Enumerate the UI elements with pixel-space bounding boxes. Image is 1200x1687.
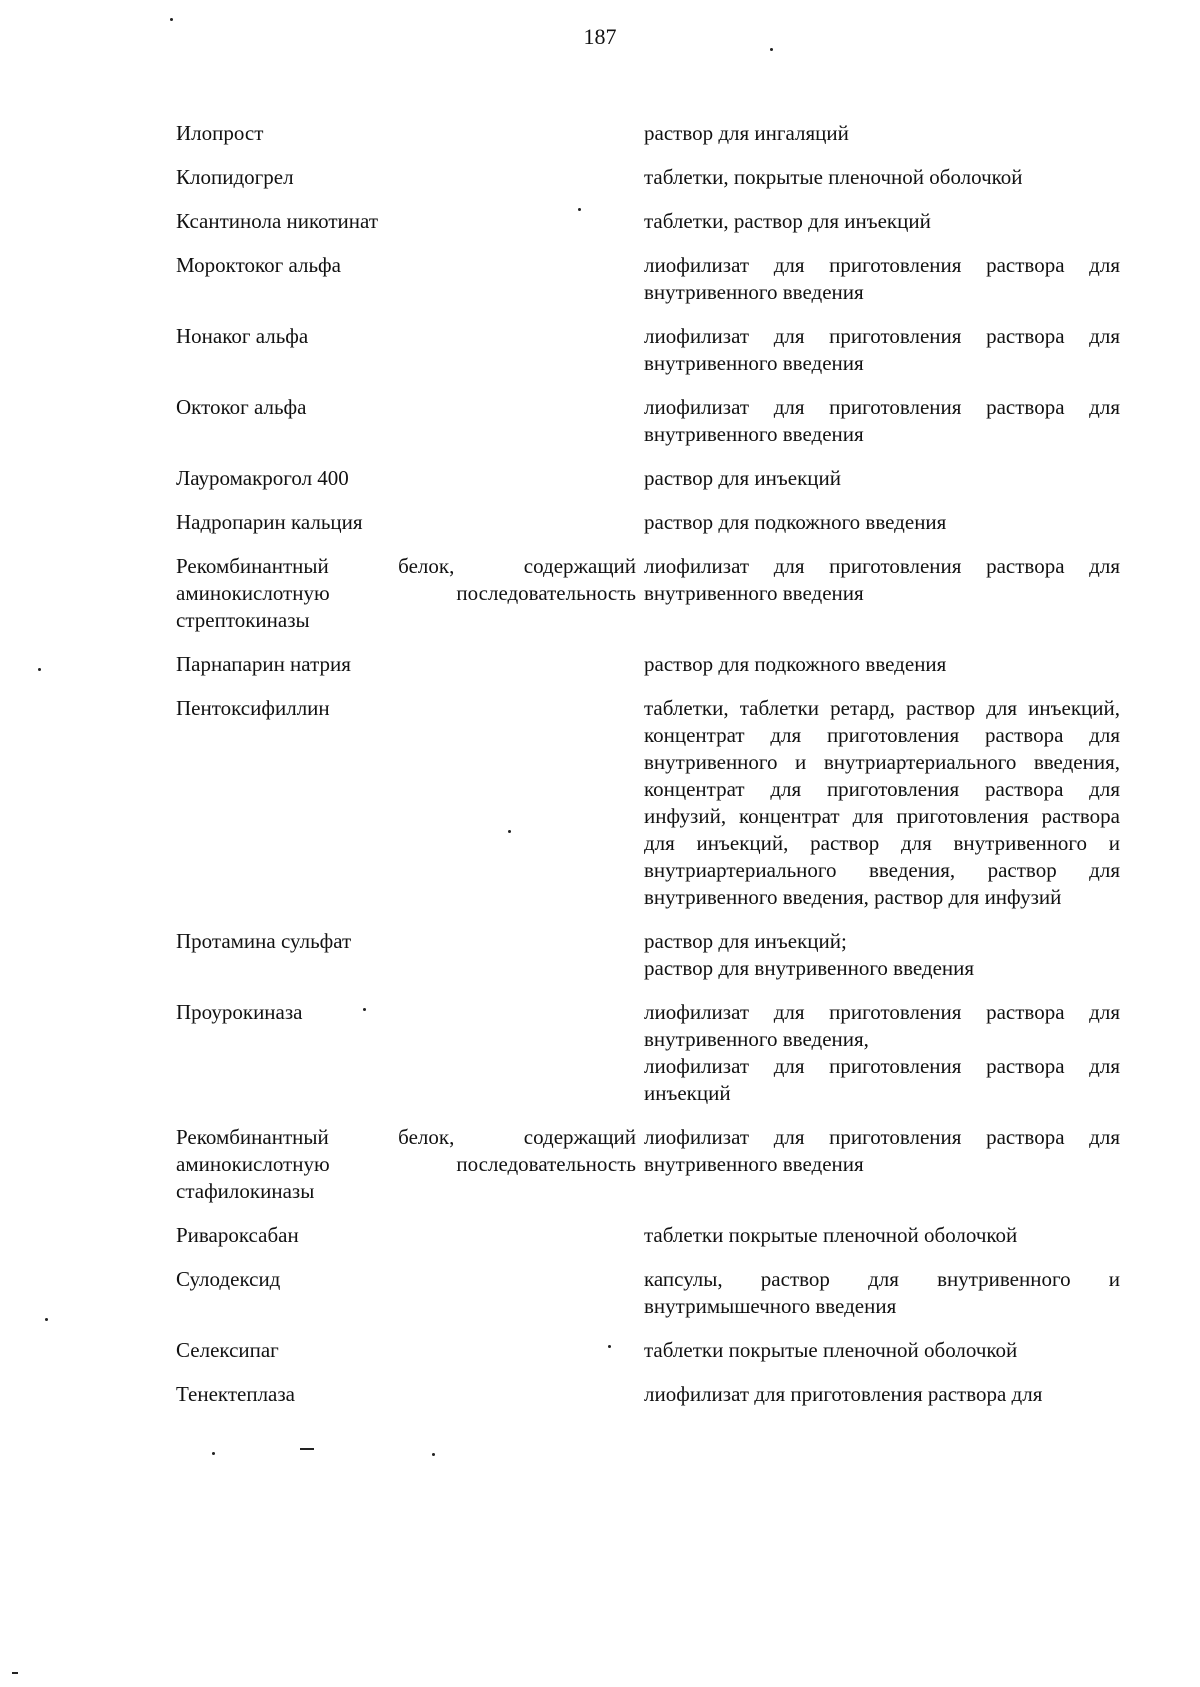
- dosage-form: [636, 553, 1120, 634]
- dosage-form-line: лиофилизат для приготовления раствора для внутривенного введения: [644, 395, 1120, 446]
- dosage-form: [636, 252, 1120, 306]
- dosage-form: [636, 509, 1120, 536]
- dosage-form: [636, 1222, 1120, 1249]
- scan-speck: [170, 18, 173, 21]
- list-item: [176, 394, 1120, 448]
- dosage-form: [636, 695, 1120, 911]
- dosage-form-line: таблетки, раствор для инъекций: [644, 209, 931, 233]
- drug-name: Ривароксабан: [176, 1223, 299, 1247]
- drug-name: Илопрост: [176, 121, 264, 145]
- dosage-form: [636, 1381, 1120, 1408]
- drug-name: Сулодексид: [176, 1267, 281, 1291]
- drug-name: Надропарин кальция: [176, 510, 363, 534]
- drug-name: Парнапарин натрия: [176, 652, 351, 676]
- drug-name: Ксантинола никотинат: [176, 209, 378, 233]
- scan-speck: [300, 1448, 314, 1450]
- list-item: [176, 323, 1120, 377]
- dosage-form-line: раствор для подкожного введения: [644, 510, 947, 534]
- dosage-form: [636, 394, 1120, 448]
- scan-speck: [578, 208, 581, 211]
- drug-name: Октоког альфа: [176, 395, 307, 419]
- dosage-form-line: лиофилизат для приготовления раствора для: [644, 1382, 1043, 1406]
- drug-name: Пентоксифиллин: [176, 696, 330, 720]
- dosage-form-line: лиофилизат для приготовления раствора для инъекций: [644, 1054, 1120, 1105]
- list-item: [176, 1124, 1120, 1205]
- dosage-form-line: раствор для инъекций: [644, 466, 841, 490]
- drug-name: Рекомбинантный белок, содержащий аминокислотную последовательность стафилокиназы: [176, 1125, 636, 1203]
- dosage-form: [636, 1337, 1120, 1364]
- page-number: 187: [583, 24, 617, 49]
- dosage-form: [636, 928, 1120, 982]
- drug-name: Клопидогрел: [176, 165, 294, 189]
- drug-name: Нонаког альфа: [176, 324, 309, 348]
- dosage-form: [636, 208, 1120, 235]
- list-item: [176, 1266, 1120, 1320]
- dosage-form-line: лиофилизат для приготовления раствора для внутривенного введения: [644, 324, 1120, 375]
- dosage-form: [636, 120, 1120, 147]
- scan-speck: [212, 1452, 215, 1455]
- list-item: [176, 1222, 1120, 1249]
- dosage-form-line: лиофилизат для приготовления раствора для внутривенного введения,: [644, 1000, 1120, 1051]
- list-item: [176, 164, 1120, 191]
- list-item: [176, 553, 1120, 634]
- list-item: [176, 465, 1120, 492]
- list-item: [176, 928, 1120, 982]
- drug-list: [176, 120, 1120, 1425]
- dosage-form: [636, 323, 1120, 377]
- dosage-form: [636, 1124, 1120, 1205]
- scan-speck: [12, 1672, 18, 1674]
- list-item: [176, 651, 1120, 678]
- drug-name: Мороктоког альфа: [176, 253, 341, 277]
- drug-name: Селексипаг: [176, 1338, 279, 1362]
- list-item: [176, 509, 1120, 536]
- scan-speck: [508, 830, 511, 833]
- scan-speck: [363, 1008, 366, 1011]
- list-item: [176, 120, 1120, 147]
- dosage-form-line: раствор для ингаляций: [644, 121, 849, 145]
- dosage-form-line: лиофилизат для приготовления раствора для внутривенного введения: [644, 554, 1120, 605]
- dosage-form: [636, 651, 1120, 678]
- list-item: [176, 999, 1120, 1107]
- dosage-form: [636, 1266, 1120, 1320]
- drug-name: Лауромакрогол 400: [176, 466, 349, 490]
- drug-name: Проурокиназа: [176, 1000, 303, 1024]
- list-item: [176, 1337, 1120, 1364]
- scan-speck: [432, 1453, 435, 1456]
- dosage-form-line: таблетки покрытые пленочной оболочкой: [644, 1338, 1018, 1362]
- drug-name: Тенектеплаза: [176, 1382, 295, 1406]
- dosage-form: [636, 164, 1120, 191]
- dosage-form: [636, 465, 1120, 492]
- dosage-form-line: лиофилизат для приготовления раствора для внутривенного введения: [644, 1125, 1120, 1176]
- dosage-form-line: раствор для внутривенного введения: [644, 956, 975, 980]
- scan-speck: [45, 1318, 48, 1321]
- dosage-form-line: лиофилизат для приготовления раствора для внутривенного введения: [644, 253, 1120, 304]
- dosage-form-line: раствор для инъекций;: [644, 929, 847, 953]
- dosage-form-line: капсулы, раствор для внутривенного и внутримышечного введения: [644, 1267, 1120, 1318]
- dosage-form-line: раствор для подкожного введения: [644, 652, 947, 676]
- dosage-form-line: таблетки, таблетки ретард, раствор для инъекций, концентрат для приготовления раствора для внутривенного и внутриартериального введения, концентрат для приготовления раствора для инфузий, концентрат для приготовления раствора для инъекций, раствор для внутривенного и внутриартериального введения, раствор для внутривенного введения, раствор для инфузий: [644, 696, 1120, 909]
- scan-speck: [770, 48, 773, 51]
- list-item: [176, 208, 1120, 235]
- dosage-form-line: таблетки, покрытые пленочной оболочкой: [644, 165, 1023, 189]
- scan-speck: [38, 668, 41, 671]
- scan-speck: [608, 1345, 611, 1348]
- drug-name: Рекомбинантный белок, содержащий аминокислотную последовательность стрептокиназы: [176, 554, 636, 632]
- list-item: [176, 252, 1120, 306]
- dosage-form-line: таблетки покрытые пленочной оболочкой: [644, 1223, 1018, 1247]
- list-item: [176, 695, 1120, 911]
- dosage-form: [636, 999, 1120, 1107]
- list-item: [176, 1381, 1120, 1408]
- drug-name: Протамина сульфат: [176, 929, 352, 953]
